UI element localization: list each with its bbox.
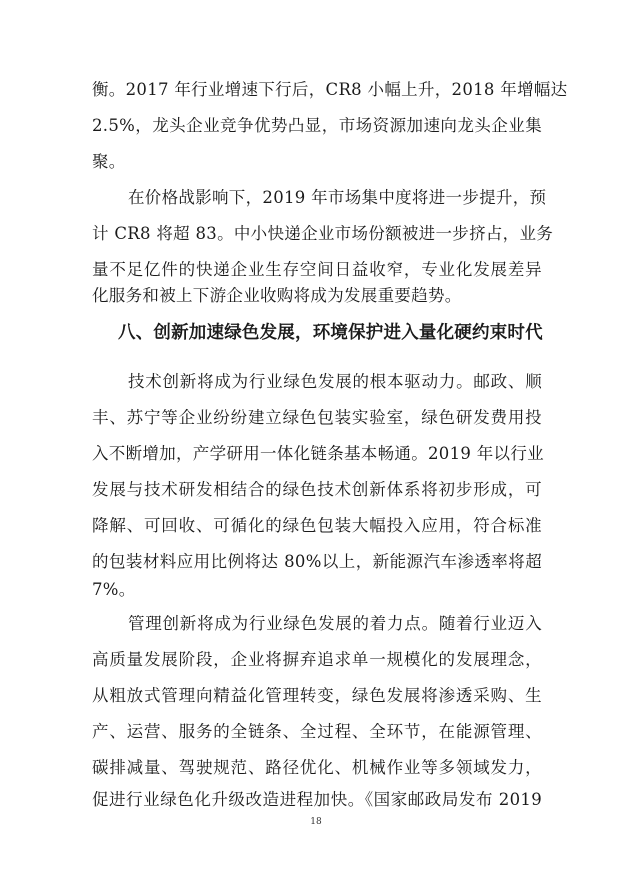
paragraph-4-line-1: 管理创新将成为行业绿色发展的着力点。随着行业迈入 (128, 614, 542, 633)
paragraph-1-line-1: 衡。2017 年行业增速下行后，CR8 小幅上升，2018 年增幅达 (92, 80, 568, 99)
paragraph-4-line-5: 碳排减量、驾驶规范、路径优化、机械作业等多领域发力， (92, 758, 542, 777)
paragraph-4-line-4: 产、运营、服务的全链条、全过程、全环节，在能源管理、 (92, 722, 542, 741)
paragraph-2-line-4: 化服务和被上下游企业收购将成为发展重要趋势。 (92, 286, 462, 305)
paragraph-4-line-2: 高质量发展阶段，企业将摒弃追求单一规模化的发展理念， (92, 650, 542, 669)
paragraph-4-line-3: 从粗放式管理向精益化管理转变，绿色发展将渗透采购、生 (92, 686, 542, 705)
paragraph-3-line-4: 发展与技术研发相结合的绿色技术创新体系将初步形成，可 (92, 480, 542, 499)
paragraph-2-line-2: 计 CR8 将超 83。中小快递企业市场份额被进一步挤占，业务 (92, 224, 554, 243)
paragraph-2-line-3: 量不足亿件的快递企业生存空间日益收窄，专业化发展差异 (92, 260, 542, 279)
paragraph-2-line-1: 在价格战影响下，2019 年市场集中度将进一步提升，预 (128, 188, 547, 207)
paragraph-3-line-2: 丰、苏宁等企业纷纷建立绿色包装实验室，绿色研发费用投 (92, 408, 542, 427)
paragraph-4-line-6: 促进行业绿色化升级改造进程加快。《国家邮政局发布 2019 (92, 790, 542, 809)
paragraph-3-line-7: 7%。 (92, 580, 136, 599)
paragraph-1-line-2: 2.5%，龙头企业竞争优势凸显，市场资源加速向龙头企业集 (92, 116, 542, 135)
paragraph-1-line-3: 聚。 (92, 152, 126, 171)
paragraph-3-line-3: 入不断增加，产学研用一体化链条基本畅通。2019 年以行业 (92, 444, 544, 463)
page-number: 18 (310, 817, 322, 827)
paragraph-3-line-1: 技术创新将成为行业绿色发展的根本驱动力。邮政、顺 (128, 372, 542, 391)
paragraph-3-line-6: 的包装材料应用比例将达 80%以上，新能源汽车渗透率将超 (92, 552, 542, 571)
section-heading: 八、创新加速绿色发展，环境保护进入量化硬约束时代 (118, 323, 543, 343)
paragraph-3-line-5: 降解、可回收、可循化的绿色包装大幅投入应用，符合标准 (92, 516, 542, 535)
